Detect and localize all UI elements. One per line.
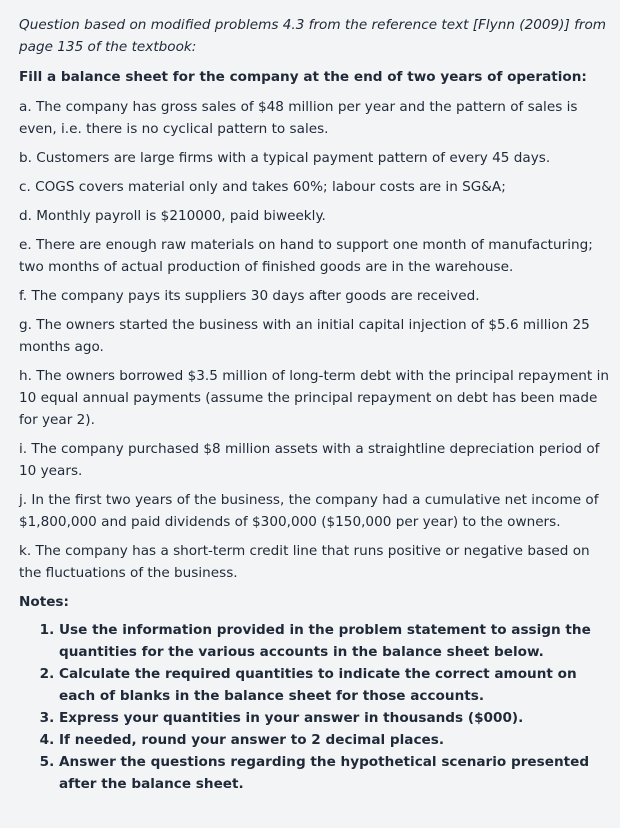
note-item: 5. Answer the questions regarding the hypothetical scenario presented after the balance sheet. — [59, 751, 610, 795]
notes-list — [19, 619, 610, 795]
note-item: 4. If needed, round your answer to 2 decimal places. — [59, 729, 610, 751]
problem-item-e: e. There are enough raw materials on hand to support one month of manufacturing; two months of actual production of finished goods are in the warehouse. — [19, 237, 593, 275]
problem-items — [19, 96, 610, 584]
problem-item-k: k. The company has a short-term credit line that runs positive or negative based on the fluctuations of the business. — [19, 543, 590, 581]
note-item: 3. Express your quantities in your answer in thousands ($000). — [59, 707, 610, 729]
problem-item-a: a. The company has gross sales of $48 million per year and the pattern of sales is even, i.e. there is no cyclical pattern to sales. — [19, 99, 578, 137]
question-intro: Question based on modified problems 4.3 from the reference text [Flynn (2009)] from page 135 of the textbook: — [19, 17, 607, 55]
problem-item-d: d. Monthly payroll is $210000, paid biweekly. — [19, 208, 326, 224]
note-item: 2. Calculate the required quantities to indicate the correct amount on each of blanks in the balance sheet for those accounts. — [59, 663, 610, 707]
problem-item-j: j. In the first two years of the business, the company had a cumulative net income of $1,800,000 and paid dividends of $300,000 ($150,000 per year) to the owners. — [19, 492, 599, 530]
problem-item-g: g. The owners started the business with an initial capital injection of $5.6 million 25 months ago. — [19, 317, 590, 355]
notes-heading: Notes: — [19, 594, 69, 610]
problem-item-f: f. The company pays its suppliers 30 days after goods are received. — [19, 288, 480, 304]
problem-item-h: h. The owners borrowed $3.5 million of long-term debt with the principal repayment in 10 equal annual payments (assume the principal repayment on debt has been made for year 2). — [19, 368, 609, 428]
question-card — [6, 14, 610, 795]
problem-item-i: i. The company purchased $8 million assets with a straightline depreciation period of 10 years. — [19, 441, 600, 479]
problem-item-b: b. Customers are large firms with a typical payment pattern of every 45 days. — [19, 150, 551, 166]
question-heading: Fill a balance sheet for the company at the end of two years of operation: — [19, 69, 587, 85]
problem-item-c: c. COGS covers material only and takes 60%; labour costs are in SG&A; — [19, 179, 506, 195]
note-item: 1. Use the information provided in the problem statement to assign the quantities for the various accounts in the balance sheet below. — [59, 619, 610, 663]
